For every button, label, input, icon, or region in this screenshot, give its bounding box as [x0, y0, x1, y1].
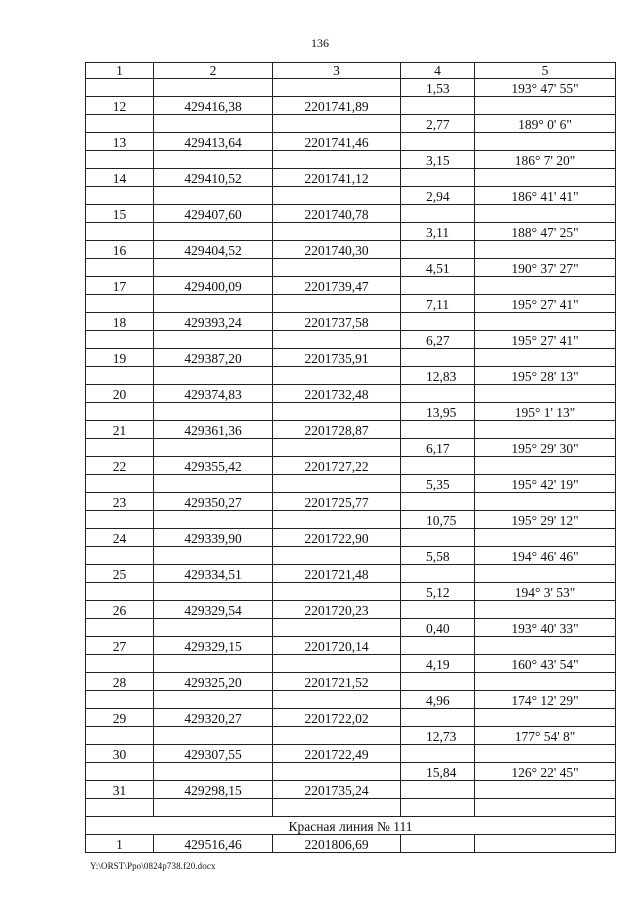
- segment-distance: 2,77: [401, 115, 475, 133]
- point-number: 20: [86, 385, 154, 403]
- point-row: [86, 673, 616, 691]
- segment-row: [86, 295, 616, 313]
- segment-distance: 7,11: [401, 295, 475, 313]
- point-number: 31: [86, 781, 154, 799]
- point-y: 2201741,12: [273, 169, 401, 187]
- point-x: 429410,52: [154, 169, 273, 187]
- point-row: [86, 421, 616, 439]
- point-row: [86, 565, 616, 583]
- point-x: 429387,20: [154, 349, 273, 367]
- coordinates-table: [85, 62, 616, 853]
- segment-distance: 1,53: [401, 79, 475, 97]
- segment-angle: 194° 3' 53": [475, 583, 616, 601]
- point-y: 2201722,02: [273, 709, 401, 727]
- segment-angle: 174° 12' 29": [475, 691, 616, 709]
- segment-row: [86, 331, 616, 349]
- segment-row: [86, 259, 616, 277]
- point-number: 16: [86, 241, 154, 259]
- point-number: 19: [86, 349, 154, 367]
- point-row: [86, 205, 616, 223]
- point-number: 17: [86, 277, 154, 295]
- point-number: 13: [86, 133, 154, 151]
- segment-angle: 188° 47' 25": [475, 223, 616, 241]
- point-row: [86, 745, 616, 763]
- point-row: [86, 637, 616, 655]
- segment-row: [86, 727, 616, 745]
- segment-row: [86, 223, 616, 241]
- segment-angle: 126° 22' 45": [475, 763, 616, 781]
- point-x: 429374,83: [154, 385, 273, 403]
- point-x: 429404,52: [154, 241, 273, 259]
- point-y: 2201740,30: [273, 241, 401, 259]
- point-x: 429516,46: [154, 835, 273, 853]
- point-x: 429400,09: [154, 277, 273, 295]
- point-number: 1: [86, 835, 154, 853]
- segment-row: [86, 547, 616, 565]
- segment-row: [86, 115, 616, 133]
- point-y: 2201739,47: [273, 277, 401, 295]
- point-number: 15: [86, 205, 154, 223]
- column-header: 1: [86, 63, 154, 79]
- point-row: [86, 277, 616, 295]
- segment-row: [86, 511, 616, 529]
- segment-distance: 6,17: [401, 439, 475, 457]
- point-y: 2201732,48: [273, 385, 401, 403]
- segment-distance: 5,58: [401, 547, 475, 565]
- point-x: 429393,24: [154, 313, 273, 331]
- point-row: [86, 835, 616, 853]
- segment-distance: 4,51: [401, 259, 475, 277]
- column-header: 3: [273, 63, 401, 79]
- point-number: 21: [86, 421, 154, 439]
- point-x: 429361,36: [154, 421, 273, 439]
- segment-distance: 13,95: [401, 403, 475, 421]
- point-x: 429355,42: [154, 457, 273, 475]
- point-x: 429329,54: [154, 601, 273, 619]
- point-row: [86, 781, 616, 799]
- segment-distance: 5,35: [401, 475, 475, 493]
- point-y: 2201728,87: [273, 421, 401, 439]
- point-row: [86, 385, 616, 403]
- point-row: [86, 133, 616, 151]
- page-number: 136: [311, 36, 329, 50]
- segment-row: [86, 79, 616, 97]
- segment-angle: 195° 29' 30": [475, 439, 616, 457]
- segment-distance: 4,19: [401, 655, 475, 673]
- point-number: 18: [86, 313, 154, 331]
- point-y: 2201741,89: [273, 97, 401, 115]
- segment-distance: 12,73: [401, 727, 475, 745]
- point-number: 25: [86, 565, 154, 583]
- segment-row: [86, 583, 616, 601]
- section-title-row: [86, 817, 616, 835]
- point-y: 2201721,48: [273, 565, 401, 583]
- segment-angle: 195° 1' 13": [475, 403, 616, 421]
- point-x: 429329,15: [154, 637, 273, 655]
- point-number: 22: [86, 457, 154, 475]
- point-x: 429325,20: [154, 673, 273, 691]
- segment-row: [86, 655, 616, 673]
- segment-angle: 195° 29' 12": [475, 511, 616, 529]
- segment-row: [86, 619, 616, 637]
- segment-angle: 186° 41' 41": [475, 187, 616, 205]
- segment-row: [86, 439, 616, 457]
- point-number: 26: [86, 601, 154, 619]
- point-row: [86, 493, 616, 511]
- point-y: 2201727,22: [273, 457, 401, 475]
- point-x: 429334,51: [154, 565, 273, 583]
- point-row: [86, 709, 616, 727]
- segment-angle: 195° 27' 41": [475, 331, 616, 349]
- segment-row: [86, 763, 616, 781]
- point-x: 429298,15: [154, 781, 273, 799]
- segment-row: [86, 367, 616, 385]
- segment-angle: 193° 40' 33": [475, 619, 616, 637]
- segment-angle: 195° 27' 41": [475, 295, 616, 313]
- segment-distance: [401, 799, 475, 817]
- segment-distance: 6,27: [401, 331, 475, 349]
- segment-distance: 3,15: [401, 151, 475, 169]
- segment-distance: 12,83: [401, 367, 475, 385]
- segment-distance: 2,94: [401, 187, 475, 205]
- point-y: 2201735,91: [273, 349, 401, 367]
- point-number: 23: [86, 493, 154, 511]
- segment-row: [86, 691, 616, 709]
- point-y: 2201722,90: [273, 529, 401, 547]
- segment-angle: 190° 37' 27": [475, 259, 616, 277]
- point-y: 2201725,77: [273, 493, 401, 511]
- segment-angle: 193° 47' 55": [475, 79, 616, 97]
- segment-distance: 10,75: [401, 511, 475, 529]
- point-row: [86, 241, 616, 259]
- point-row: [86, 601, 616, 619]
- point-number: 29: [86, 709, 154, 727]
- point-y: 2201722,49: [273, 745, 401, 763]
- segment-angle: 189° 0' 6": [475, 115, 616, 133]
- point-row: [86, 457, 616, 475]
- point-y: 2201740,78: [273, 205, 401, 223]
- point-x: 429307,55: [154, 745, 273, 763]
- segment-angle: 194° 46' 46": [475, 547, 616, 565]
- point-number: 24: [86, 529, 154, 547]
- section-title: Красная линия № 111: [86, 817, 616, 835]
- segment-angle: 195° 28' 13": [475, 367, 616, 385]
- segment-row: [86, 799, 616, 817]
- point-x: 429350,27: [154, 493, 273, 511]
- segment-distance: 4,96: [401, 691, 475, 709]
- point-x: 429407,60: [154, 205, 273, 223]
- footer-file-path: Y:\ORST\Ppo\0824p738.f20.docx: [90, 861, 216, 871]
- point-y: 2201806,69: [273, 835, 401, 853]
- point-number: 28: [86, 673, 154, 691]
- point-row: [86, 349, 616, 367]
- point-y: 2201741,46: [273, 133, 401, 151]
- segment-angle: 177° 54' 8": [475, 727, 616, 745]
- segment-distance: 0,40: [401, 619, 475, 637]
- segment-row: [86, 151, 616, 169]
- point-y: 2201721,52: [273, 673, 401, 691]
- table-body: [86, 79, 616, 853]
- point-row: [86, 169, 616, 187]
- column-header: 2: [154, 63, 273, 79]
- header-row: [86, 63, 616, 79]
- point-x: 429320,27: [154, 709, 273, 727]
- point-y: 2201720,23: [273, 601, 401, 619]
- point-y: 2201735,24: [273, 781, 401, 799]
- segment-distance: 5,12: [401, 583, 475, 601]
- point-row: [86, 529, 616, 547]
- column-header: 4: [401, 63, 475, 79]
- segment-angle: 186° 7' 20": [475, 151, 616, 169]
- point-x: 429339,90: [154, 529, 273, 547]
- point-number: 12: [86, 97, 154, 115]
- point-number: 14: [86, 169, 154, 187]
- column-header: 5: [475, 63, 616, 79]
- segment-angle: 195° 42' 19": [475, 475, 616, 493]
- segment-row: [86, 403, 616, 421]
- point-x: 429416,38: [154, 97, 273, 115]
- point-x: 429413,64: [154, 133, 273, 151]
- point-row: [86, 313, 616, 331]
- point-y: 2201737,58: [273, 313, 401, 331]
- segment-row: [86, 475, 616, 493]
- point-row: [86, 97, 616, 115]
- segment-angle: 160° 43' 54": [475, 655, 616, 673]
- point-number: 27: [86, 637, 154, 655]
- point-number: 30: [86, 745, 154, 763]
- segment-distance: 15,84: [401, 763, 475, 781]
- segment-angle: [475, 799, 616, 817]
- point-y: 2201720,14: [273, 637, 401, 655]
- segment-distance: 3,11: [401, 223, 475, 241]
- segment-row: [86, 187, 616, 205]
